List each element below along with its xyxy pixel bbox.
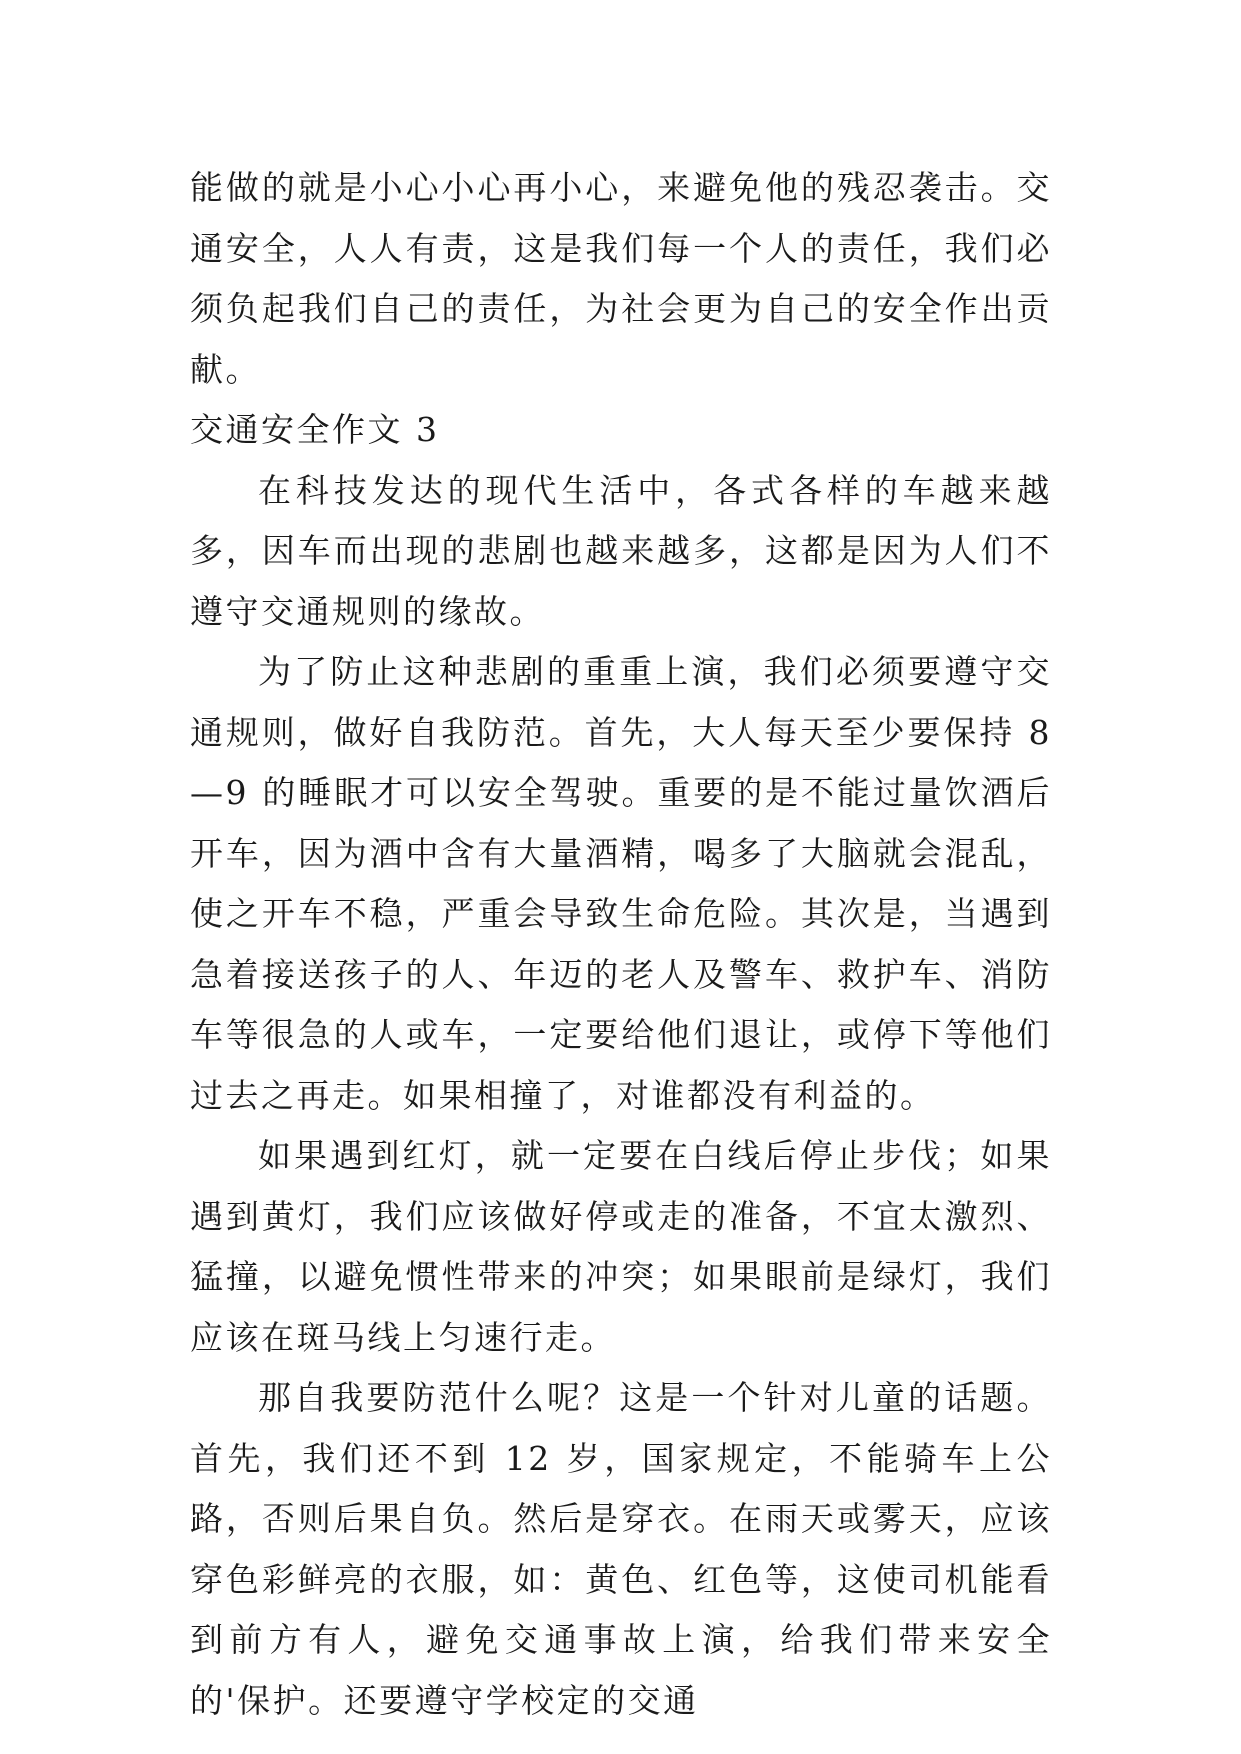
section-heading: 交通安全作文 3 — [190, 410, 440, 449]
paragraph-continuation: 能做的就是小心小心再小心，来避免他的残忍袭击。交通安全，人人有责，这是我们每一个人的责任，我们必须负起我们自己的责任，为社会更为自己的安全作出贡献。 — [190, 168, 1052, 389]
paragraph-traffic-lights: 如果遇到红灯，就一定要在白线后停止步伐；如果遇到黄灯，我们应该做好停或走的准备，不宜太激烈、猛撞，以避免惯性带来的冲突；如果眼前是绿灯，我们应该在斑马线上匀速行走。 — [190, 1136, 1052, 1357]
paragraph-self-protection: 那自我要防范什么呢？这是一个针对儿童的话题。首先，我们还不到 12 岁，国家规定，不能骑车上公路，否则后果自负。然后是穿衣。在雨天或雾天，应该穿色彩鲜亮的衣服，如：黄色、红色等，这使司机能看到前方有人，避免交通事故上演，给我们带来安全的'保护。还要遵守学校定的交通 — [190, 1378, 1052, 1720]
paragraph-prevention: 为了防止这种悲剧的重重上演，我们必须要遵守交通规则，做好自我防范。首先，大人每天至少要保持 8—9 的睡眠才可以安全驾驶。重要的是不能过量饮酒后开车，因为酒中含有大量酒精，喝多了大脑就会混乱，使之开车不稳，严重会导致生命危险。其次是，当遇到急着接送孩子的人、年迈的老人及警车、救护车、消防车等很急的人或车，一定要给他们退让，或停下等他们过去之再走。如果相撞了，对谁都没有利益的。 — [190, 652, 1052, 1115]
document-body — [190, 158, 1052, 1731]
paragraph-intro: 在科技发达的现代生活中，各式各样的车越来越多，因车而出现的悲剧也越来越多，这都是因为人们不遵守交通规则的缘故。 — [190, 470, 1052, 631]
